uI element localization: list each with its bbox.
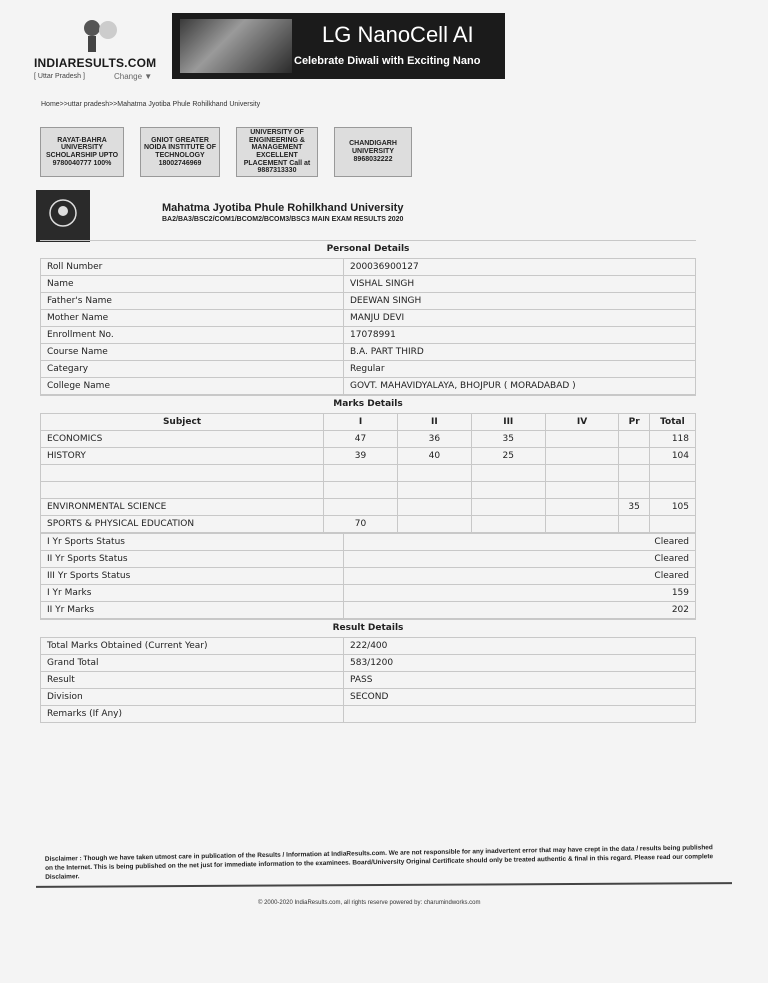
mark-cell: [471, 465, 545, 482]
result-row: [41, 689, 696, 706]
mark-cell: 35: [619, 499, 649, 516]
status-row-label: I Yr Sports Status: [41, 534, 344, 551]
state-label: [ Uttar Pradesh ]: [34, 73, 85, 80]
mark-cell: 104: [649, 448, 695, 465]
mark-cell: 105: [649, 499, 695, 516]
marks-column-header: III: [471, 414, 545, 431]
mark-cell: [397, 465, 471, 482]
status-row-label: I Yr Marks: [41, 585, 344, 602]
mark-cell: [619, 465, 649, 482]
personal-details-table: [40, 258, 696, 395]
personal-row-label: Father's Name: [41, 293, 344, 310]
mark-cell: [545, 499, 619, 516]
result-row: [41, 706, 696, 723]
marks-row: [41, 499, 696, 516]
marks-column-header: II: [397, 414, 471, 431]
mark-cell: [324, 465, 398, 482]
mark-cell: [324, 482, 398, 499]
mark-cell: [619, 482, 649, 499]
result-details-table: [40, 637, 696, 723]
result-row-value: 222/400: [344, 638, 696, 655]
footer-divider: [36, 882, 732, 888]
ad-rayat-bahra[interactable]: RAYAT-BAHRA UNIVERSITY SCHOLARSHIP UPTO 9780040777 100%: [40, 127, 124, 177]
status-row-value: 159: [344, 585, 696, 602]
mark-cell: 40: [397, 448, 471, 465]
result-row-label: Result: [41, 672, 344, 689]
status-row: [41, 585, 696, 602]
personal-row-value: MANJU DEVI: [344, 310, 696, 327]
exam-title: BA2/BA3/BSC2/COM1/BCOM2/BCOM3/BSC3 MAIN EXAM RESULTS 2020: [162, 216, 404, 223]
mark-cell: 36: [397, 431, 471, 448]
marks-row: [41, 482, 696, 499]
personal-row: [41, 344, 696, 361]
mark-cell: [619, 448, 649, 465]
mark-cell: [649, 465, 695, 482]
result-details-heading: Result Details: [40, 619, 696, 637]
result-sheet: [40, 240, 696, 723]
subject-name: ENVIRONMENTAL SCIENCE: [41, 499, 324, 516]
mark-cell: 70: [324, 516, 398, 533]
status-row: [41, 568, 696, 585]
personal-row: [41, 361, 696, 378]
subject-name: SPORTS & PHYSICAL EDUCATION: [41, 516, 324, 533]
mark-cell: [397, 499, 471, 516]
marks-table: [40, 413, 696, 533]
status-row-label: III Yr Sports Status: [41, 568, 344, 585]
personal-row: [41, 310, 696, 327]
ad-chandigarh-university[interactable]: CHANDIGARH UNIVERSITY 8968032222: [334, 127, 412, 177]
marks-details-heading: Marks Details: [40, 395, 696, 413]
personal-row-value: 200036900127: [344, 259, 696, 276]
personal-row-label: Mother Name: [41, 310, 344, 327]
status-row: [41, 534, 696, 551]
university-name: Mahatma Jyotiba Phule Rohilkhand University: [162, 202, 404, 214]
subject-name: [41, 465, 324, 482]
result-row: [41, 638, 696, 655]
mark-cell: [471, 516, 545, 533]
logo-text: INDIARESULTS.COM: [34, 56, 157, 70]
change-state-link[interactable]: Change ▼: [114, 72, 153, 81]
banner-tagline: Celebrate Diwali with Exciting Nano: [294, 55, 481, 67]
result-row-label: Total Marks Obtained (Current Year): [41, 638, 344, 655]
personal-row-value: VISHAL SINGH: [344, 276, 696, 293]
marks-column-header: Total: [649, 414, 695, 431]
site-logo[interactable]: [34, 18, 157, 84]
personal-row-label: College Name: [41, 378, 344, 395]
personal-row-label: Categary: [41, 361, 344, 378]
ad-uem[interactable]: UNIVERSITY OF ENGINEERING & MANAGEMENT EXCELLENT PLACEMENT Call at 9887313330: [236, 127, 318, 177]
status-table: [40, 533, 696, 619]
personal-details-heading: Personal Details: [40, 240, 696, 258]
banner-headline: LG NanoCell AI: [322, 22, 474, 47]
status-row: [41, 602, 696, 619]
personal-row-label: Roll Number: [41, 259, 344, 276]
mark-cell: 25: [471, 448, 545, 465]
mark-cell: [397, 482, 471, 499]
subject-name: HISTORY: [41, 448, 324, 465]
status-row-value: Cleared: [344, 568, 696, 585]
marks-column-header: I: [324, 414, 398, 431]
personal-row: [41, 327, 696, 344]
mark-cell: [619, 431, 649, 448]
mark-cell: [545, 516, 619, 533]
status-row: [41, 551, 696, 568]
mark-cell: [649, 516, 695, 533]
mark-cell: [545, 465, 619, 482]
university-emblem-icon: [48, 198, 78, 228]
personal-row: [41, 293, 696, 310]
personal-row: [41, 259, 696, 276]
result-row: [41, 672, 696, 689]
marks-column-header: Pr: [619, 414, 649, 431]
status-row-label: II Yr Marks: [41, 602, 344, 619]
personal-row: [41, 276, 696, 293]
ad-banner[interactable]: [172, 13, 505, 79]
breadcrumb[interactable]: Home>>uttar pradesh>>Mahatma Jyotiba Phule Rohilkhand University: [41, 101, 261, 108]
marks-column-header: IV: [545, 414, 619, 431]
marks-row: [41, 465, 696, 482]
status-row-value: 202: [344, 602, 696, 619]
logo-mark-icon: [82, 18, 118, 54]
mark-cell: [545, 482, 619, 499]
mark-cell: [545, 448, 619, 465]
mark-cell: [649, 482, 695, 499]
mark-cell: [545, 431, 619, 448]
banner-image: [180, 19, 292, 73]
status-row-value: Cleared: [344, 534, 696, 551]
mark-cell: [471, 482, 545, 499]
mark-cell: 118: [649, 431, 695, 448]
personal-row-label: Name: [41, 276, 344, 293]
marks-header-row: [41, 414, 696, 431]
personal-row-value: B.A. PART THIRD: [344, 344, 696, 361]
personal-row: [41, 378, 696, 395]
mark-cell: [471, 499, 545, 516]
footer-copyright: © 2000-2020 IndiaResults.com, all rights reserve powered by: charumindworks.com: [258, 900, 481, 906]
subject-name: [41, 482, 324, 499]
marks-row: [41, 516, 696, 533]
personal-row-label: Course Name: [41, 344, 344, 361]
ad-gniot[interactable]: GNIOT GREATER NOIDA INSTITUTE OF TECHNOLOGY 18002746969: [140, 127, 220, 177]
result-row-value: SECOND: [344, 689, 696, 706]
marks-row: [41, 448, 696, 465]
result-row-label: Division: [41, 689, 344, 706]
marks-column-header: Subject: [41, 414, 324, 431]
status-row-label: II Yr Sports Status: [41, 551, 344, 568]
mark-cell: 47: [324, 431, 398, 448]
mark-cell: 39: [324, 448, 398, 465]
disclaimer: Disclaimer : Though we have taken utmost care in publication of the Results / Information at IndiaResults.com. We are not responsible for any inadvertent error that may have crept in the data / results being published on the Internet. This is being published on the net just for immediate information to the examinees. Board/University Original Certificate should only be treated authentic & final in this regard. Please read our complete Disclaimer.: [44, 844, 714, 881]
result-row-value: 583/1200: [344, 655, 696, 672]
mark-cell: [324, 499, 398, 516]
personal-row-label: Enrollment No.: [41, 327, 344, 344]
result-row: [41, 655, 696, 672]
mark-cell: 35: [471, 431, 545, 448]
result-row-value: PASS: [344, 672, 696, 689]
result-row-label: Remarks (If Any): [41, 706, 344, 723]
personal-row-value: Regular: [344, 361, 696, 378]
personal-row-value: 17078991: [344, 327, 696, 344]
mark-cell: [397, 516, 471, 533]
marks-row: [41, 431, 696, 448]
result-row-value: [344, 706, 696, 723]
mark-cell: [619, 516, 649, 533]
subject-name: ECONOMICS: [41, 431, 324, 448]
personal-row-value: DEEWAN SINGH: [344, 293, 696, 310]
university-seal: [36, 190, 90, 242]
status-row-value: Cleared: [344, 551, 696, 568]
personal-row-value: GOVT. MAHAVIDYALAYA, BHOJPUR ( MORADABAD ): [344, 378, 696, 395]
result-row-label: Grand Total: [41, 655, 344, 672]
